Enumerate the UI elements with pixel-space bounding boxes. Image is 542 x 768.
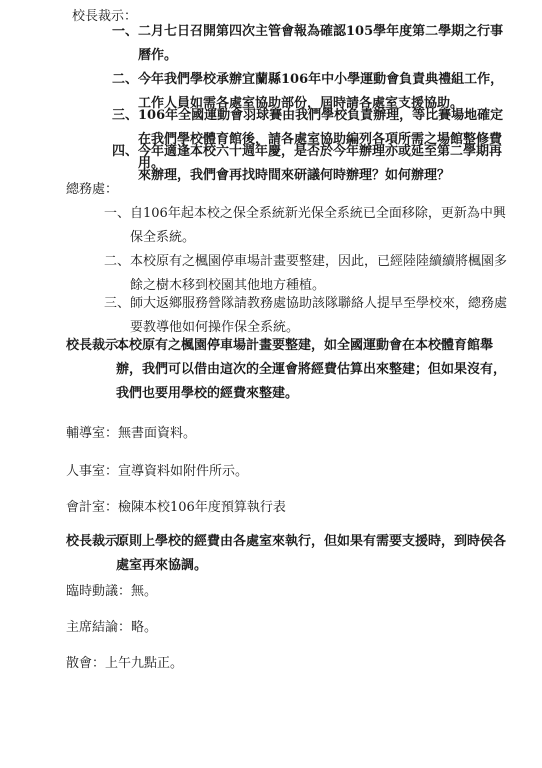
principal-item-1: [112, 20, 510, 68]
principal-item-4: [112, 140, 510, 188]
item-text: 今年適逢本校六十週年慶，是否於今年辦理亦或延至第二學期再來辦理，我們會再找時間來研議何時辦理？如何辦理？: [138, 144, 503, 183]
general-affairs-item-1: [104, 202, 512, 250]
general-affairs-item-3: [104, 292, 512, 340]
item-number: 三、: [104, 296, 131, 311]
personnel-office-line: 人事室：宣導資料如附件所示。: [66, 464, 249, 479]
principal-remarks-heading: 校長裁示：: [72, 9, 138, 24]
chair-conclusion-line: 主席結論：略。: [66, 620, 158, 635]
adjournment-line: 散會：上午九點正。: [66, 656, 184, 671]
item-text: 本校原有之楓園停車場計畫要整建，因此，已經陸陸續續將楓園多餘之樹木移到校園其他地方種植。: [130, 254, 508, 293]
item-number: 三、: [112, 108, 139, 123]
principal-remarks-label: 校長裁示：: [66, 534, 132, 549]
general-affairs-heading: 總務處：: [66, 182, 119, 197]
counseling-office-line: 輔導室：無書面資料。: [66, 426, 197, 441]
item-text: 今年我們學校承辦宜蘭縣106年中小學運動會負責典禮組工作，工作人員如需各處室協助部份，屆時請各處室支援協助。: [138, 72, 504, 111]
principal-remarks-bottom: [66, 530, 514, 578]
item-number: 二、: [112, 72, 139, 87]
item-text: 106年全國運動會羽球賽由我們學校負責辦理，等比賽場地確定在我們學校體育館後，請各處室協助編列各項所需之場館整修費用。: [138, 108, 504, 171]
principal-remarks-text: 原則上學校的經費由各處室來執行，但如果有需要支援時，到時侯各處室再來協調。: [116, 534, 507, 573]
item-number: 二、: [104, 254, 131, 269]
item-number: 一、: [104, 206, 131, 221]
item-text: 師大返鄉服務營隊請教務處協助該隊聯絡人提早至學校來，總務處要教導他如何操作保全系統。: [130, 296, 508, 335]
item-number: 四、: [112, 144, 139, 159]
item-text: 二月七日召開第四次主管會報為確認105學年度第二學期之行事曆作。: [138, 24, 504, 63]
principal-remarks-middle: [66, 334, 516, 406]
extempore-motion-line: 臨時動議：無。: [66, 584, 158, 599]
principal-remarks-text: 本校原有之楓園停車場計畫要整建，如全國運動會在本校體育館舉辦，我們可以借由這次的全運會將經費估算出來整建；但如果沒有，我們也要用學校的經費來整建。: [116, 338, 507, 401]
item-text: 自106年起本校之保全系統新光保全系統已全面移除，更新為中興保全系統。: [130, 206, 506, 245]
principal-remarks-label: 校長裁示：: [66, 338, 132, 353]
general-affairs-item-2: [104, 250, 512, 298]
accounting-office-line: 會計室：檢陳本校106年度預算執行表: [66, 500, 286, 515]
item-number: 一、: [112, 24, 139, 39]
